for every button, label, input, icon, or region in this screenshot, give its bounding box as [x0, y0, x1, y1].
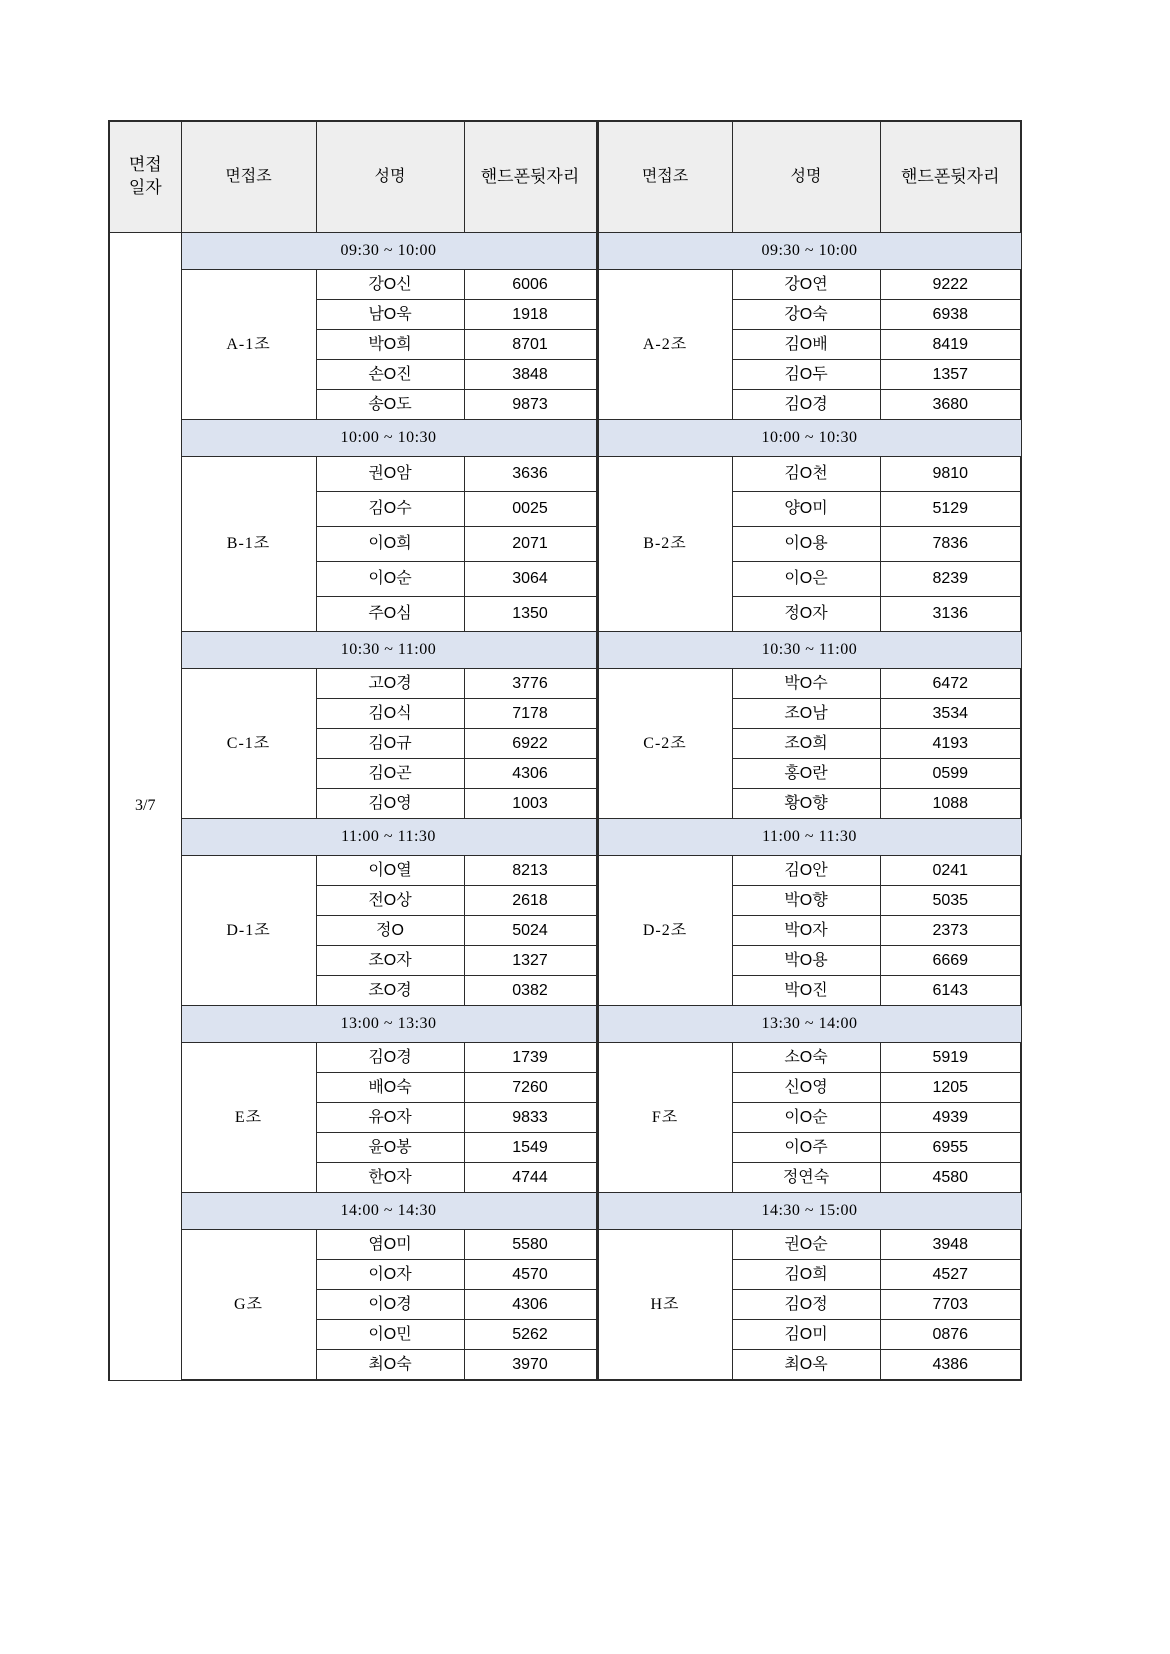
phone-suffix-left: 3636: [464, 457, 597, 492]
interview-schedule-table: [108, 120, 1022, 1381]
time-slot-right: 10:00 ~ 10:30: [597, 420, 1021, 457]
applicant-name-right: 강O숙: [732, 300, 880, 330]
group-cell-left: G조: [181, 1230, 316, 1381]
phone-suffix-left: 4744: [464, 1163, 597, 1193]
applicant-name-left: 염O미: [316, 1230, 464, 1260]
phone-suffix-right: 6472: [880, 669, 1021, 699]
time-slot-row: [109, 420, 1021, 457]
applicant-name-right: 이O용: [732, 527, 880, 562]
applicant-name-left: 주O심: [316, 597, 464, 632]
applicant-name-right: 김O경: [732, 390, 880, 420]
group-cell-right: B-2조: [597, 457, 732, 632]
group-cell-right: D-2조: [597, 856, 732, 1006]
time-slot-right: 11:00 ~ 11:30: [597, 819, 1021, 856]
phone-suffix-right: 9810: [880, 457, 1021, 492]
applicant-name-right: 조O남: [732, 699, 880, 729]
phone-suffix-right: 4386: [880, 1350, 1021, 1381]
phone-suffix-left: 0025: [464, 492, 597, 527]
phone-suffix-left: 7178: [464, 699, 597, 729]
phone-suffix-right: 0876: [880, 1320, 1021, 1350]
header-interview-date: [109, 121, 181, 233]
phone-suffix-right: 4580: [880, 1163, 1021, 1193]
phone-suffix-left: 3064: [464, 562, 597, 597]
phone-suffix-right: 6955: [880, 1133, 1021, 1163]
applicant-name-left: 정O: [316, 916, 464, 946]
time-slot-row: [109, 233, 1021, 270]
phone-suffix-left: 9873: [464, 390, 597, 420]
applicant-name-right: 박O향: [732, 886, 880, 916]
phone-suffix-left: 6922: [464, 729, 597, 759]
phone-suffix-left: 2618: [464, 886, 597, 916]
phone-suffix-left: 1549: [464, 1133, 597, 1163]
applicant-name-right: 이O은: [732, 562, 880, 597]
applicant-name-left: 조O자: [316, 946, 464, 976]
phone-suffix-right: 5129: [880, 492, 1021, 527]
applicant-name-left: 송O도: [316, 390, 464, 420]
phone-suffix-left: 3970: [464, 1350, 597, 1381]
table-row: [109, 457, 1021, 492]
phone-suffix-left: 5580: [464, 1230, 597, 1260]
time-slot-row: [109, 1006, 1021, 1043]
phone-suffix-right: 5035: [880, 886, 1021, 916]
phone-suffix-left: 3776: [464, 669, 597, 699]
header-name-left: 성명: [316, 121, 464, 233]
phone-suffix-left: 4570: [464, 1260, 597, 1290]
applicant-name-right: 강O연: [732, 270, 880, 300]
applicant-name-right: 정연숙: [732, 1163, 880, 1193]
applicant-name-left: 김O곤: [316, 759, 464, 789]
header-phone-left: 핸드폰뒷자리: [464, 121, 597, 233]
group-cell-left: D-1조: [181, 856, 316, 1006]
applicant-name-left: 최O숙: [316, 1350, 464, 1381]
applicant-name-right: 김O희: [732, 1260, 880, 1290]
phone-suffix-right: 6938: [880, 300, 1021, 330]
table-row: [109, 1230, 1021, 1260]
applicant-name-right: 박O진: [732, 976, 880, 1006]
applicant-name-left: 강O신: [316, 270, 464, 300]
table-row: [109, 856, 1021, 886]
applicant-name-left: 유O자: [316, 1103, 464, 1133]
phone-suffix-right: 3534: [880, 699, 1021, 729]
applicant-name-left: 김O영: [316, 789, 464, 819]
time-slot-left: 09:30 ~ 10:00: [181, 233, 597, 270]
phone-suffix-right: 1357: [880, 360, 1021, 390]
phone-suffix-left: 8701: [464, 330, 597, 360]
phone-suffix-right: 4939: [880, 1103, 1021, 1133]
header-name-right: 성명: [732, 121, 880, 233]
header-group-left: 면접조: [181, 121, 316, 233]
group-cell-left: A-1조: [181, 270, 316, 420]
applicant-name-left: 조O경: [316, 976, 464, 1006]
applicant-name-right: 신O영: [732, 1073, 880, 1103]
applicant-name-left: 김O수: [316, 492, 464, 527]
applicant-name-left: 이O순: [316, 562, 464, 597]
phone-suffix-left: 9833: [464, 1103, 597, 1133]
phone-suffix-left: 1918: [464, 300, 597, 330]
phone-suffix-right: 1205: [880, 1073, 1021, 1103]
group-cell-left: E조: [181, 1043, 316, 1193]
phone-suffix-left: 1739: [464, 1043, 597, 1073]
interview-date-cell: 3/7: [109, 233, 181, 1381]
phone-suffix-left: 1003: [464, 789, 597, 819]
phone-suffix-right: 3948: [880, 1230, 1021, 1260]
applicant-name-right: 이O순: [732, 1103, 880, 1133]
applicant-name-right: 김O미: [732, 1320, 880, 1350]
header-interview-date-line1: 면접: [128, 155, 162, 175]
applicant-name-left: 남O욱: [316, 300, 464, 330]
applicant-name-left: 김O식: [316, 699, 464, 729]
applicant-name-right: 조O희: [732, 729, 880, 759]
table-row: [109, 270, 1021, 300]
applicant-name-right: 소O숙: [732, 1043, 880, 1073]
applicant-name-right: 정O자: [732, 597, 880, 632]
applicant-name-right: 권O순: [732, 1230, 880, 1260]
time-slot-right: 10:30 ~ 11:00: [597, 632, 1021, 669]
phone-suffix-left: 5262: [464, 1320, 597, 1350]
phone-suffix-left: 3848: [464, 360, 597, 390]
group-cell-right: C-2조: [597, 669, 732, 819]
applicant-name-left: 김O경: [316, 1043, 464, 1073]
applicant-name-right: 김O안: [732, 856, 880, 886]
applicant-name-right: 박O자: [732, 916, 880, 946]
time-slot-right: 13:30 ~ 14:00: [597, 1006, 1021, 1043]
applicant-name-left: 손O진: [316, 360, 464, 390]
time-slot-left: 13:00 ~ 13:30: [181, 1006, 597, 1043]
time-slot-row: [109, 1193, 1021, 1230]
phone-suffix-right: 2373: [880, 916, 1021, 946]
phone-suffix-left: 8213: [464, 856, 597, 886]
group-cell-right: H조: [597, 1230, 732, 1381]
applicant-name-left: 이O자: [316, 1260, 464, 1290]
phone-suffix-right: 3136: [880, 597, 1021, 632]
table-row: [109, 669, 1021, 699]
phone-suffix-left: 5024: [464, 916, 597, 946]
applicant-name-left: 배O숙: [316, 1073, 464, 1103]
phone-suffix-right: 5919: [880, 1043, 1021, 1073]
table-header-row: [109, 121, 1021, 233]
applicant-name-left: 이O민: [316, 1320, 464, 1350]
applicant-name-left: 박O희: [316, 330, 464, 360]
time-slot-left: 11:00 ~ 11:30: [181, 819, 597, 856]
applicant-name-right: 황O향: [732, 789, 880, 819]
applicant-name-left: 이O열: [316, 856, 464, 886]
phone-suffix-right: 3680: [880, 390, 1021, 420]
applicant-name-left: 권O암: [316, 457, 464, 492]
phone-suffix-right: 1088: [880, 789, 1021, 819]
group-cell-left: C-1조: [181, 669, 316, 819]
phone-suffix-left: 7260: [464, 1073, 597, 1103]
applicant-name-right: 홍O란: [732, 759, 880, 789]
phone-suffix-left: 1327: [464, 946, 597, 976]
group-cell-left: B-1조: [181, 457, 316, 632]
time-slot-row: [109, 632, 1021, 669]
table-row: [109, 1043, 1021, 1073]
time-slot-left: 10:00 ~ 10:30: [181, 420, 597, 457]
phone-suffix-right: 0599: [880, 759, 1021, 789]
phone-suffix-right: 4193: [880, 729, 1021, 759]
phone-suffix-left: 6006: [464, 270, 597, 300]
applicant-name-left: 윤O봉: [316, 1133, 464, 1163]
header-phone-right: 핸드폰뒷자리: [880, 121, 1021, 233]
applicant-name-right: 최O옥: [732, 1350, 880, 1381]
header-interview-date-line2: 일자: [128, 178, 162, 197]
phone-suffix-left: 2071: [464, 527, 597, 562]
applicant-name-right: 이O주: [732, 1133, 880, 1163]
phone-suffix-right: 7703: [880, 1290, 1021, 1320]
applicant-name-right: 양O미: [732, 492, 880, 527]
interview-schedule-sheet: [108, 120, 1020, 1381]
applicant-name-left: 한O자: [316, 1163, 464, 1193]
phone-suffix-right: 8239: [880, 562, 1021, 597]
applicant-name-left: 고O경: [316, 669, 464, 699]
phone-suffix-left: 0382: [464, 976, 597, 1006]
phone-suffix-left: 1350: [464, 597, 597, 632]
applicant-name-right: 김O배: [732, 330, 880, 360]
applicant-name-left: 김O규: [316, 729, 464, 759]
phone-suffix-left: 4306: [464, 1290, 597, 1320]
phone-suffix-right: 6143: [880, 976, 1021, 1006]
phone-suffix-right: 4527: [880, 1260, 1021, 1290]
applicant-name-right: 김O정: [732, 1290, 880, 1320]
time-slot-left: 10:30 ~ 11:00: [181, 632, 597, 669]
time-slot-row: [109, 819, 1021, 856]
phone-suffix-right: 9222: [880, 270, 1021, 300]
applicant-name-right: 박O수: [732, 669, 880, 699]
group-cell-right: F조: [597, 1043, 732, 1193]
applicant-name-left: 전O상: [316, 886, 464, 916]
applicant-name-right: 김O천: [732, 457, 880, 492]
time-slot-right: 14:30 ~ 15:00: [597, 1193, 1021, 1230]
phone-suffix-right: 8419: [880, 330, 1021, 360]
phone-suffix-right: 0241: [880, 856, 1021, 886]
applicant-name-left: 이O희: [316, 527, 464, 562]
applicant-name-left: 이O경: [316, 1290, 464, 1320]
applicant-name-right: 김O두: [732, 360, 880, 390]
time-slot-left: 14:00 ~ 14:30: [181, 1193, 597, 1230]
phone-suffix-left: 4306: [464, 759, 597, 789]
phone-suffix-right: 6669: [880, 946, 1021, 976]
phone-suffix-right: 7836: [880, 527, 1021, 562]
applicant-name-right: 박O용: [732, 946, 880, 976]
header-group-right: 면접조: [597, 121, 732, 233]
group-cell-right: A-2조: [597, 270, 732, 420]
time-slot-right: 09:30 ~ 10:00: [597, 233, 1021, 270]
